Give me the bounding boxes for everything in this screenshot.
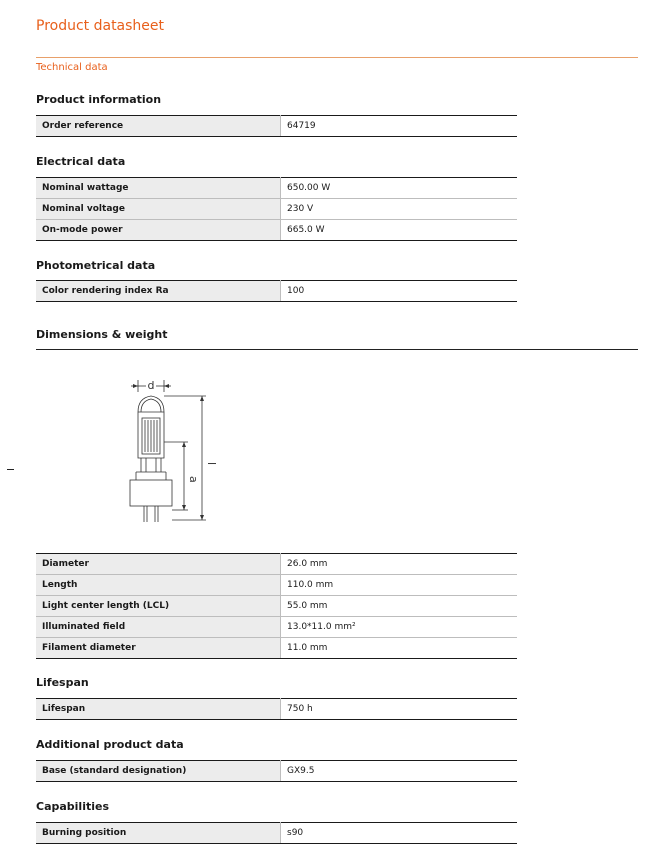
- section-subtitle: Technical data: [36, 62, 108, 73]
- row-label: Lifespan: [36, 699, 281, 720]
- table-row: [36, 554, 517, 575]
- row-value: 650.00 W: [281, 178, 518, 199]
- capabilities-heading: Capabilities: [36, 800, 110, 813]
- product-information-table: [36, 115, 517, 137]
- row-label: Nominal voltage: [36, 199, 281, 220]
- dimensions-divider: [36, 349, 638, 350]
- row-value: 13.0*11.0 mm²: [281, 617, 518, 638]
- table-row: [36, 638, 517, 659]
- dimension-label-l: l: [205, 462, 218, 466]
- table-row: [36, 823, 517, 844]
- row-value: GX9.5: [281, 761, 518, 782]
- row-value: 100: [281, 281, 518, 302]
- row-value: 26.0 mm: [281, 554, 518, 575]
- dimensions-table: [36, 553, 517, 659]
- photometrical-data-table: [36, 280, 517, 302]
- row-value: 11.0 mm: [281, 638, 518, 659]
- electrical-data-heading: Electrical data: [36, 155, 126, 168]
- table-row: [36, 575, 517, 596]
- row-value: 230 V: [281, 199, 518, 220]
- lamp-dimension-drawing: [108, 372, 218, 528]
- table-row: [36, 220, 517, 241]
- electrical-data-table: [36, 177, 517, 241]
- margin-mark: [7, 469, 14, 470]
- row-label: Length: [36, 575, 281, 596]
- table-row: [36, 617, 517, 638]
- table-row: [36, 596, 517, 617]
- lifespan-heading: Lifespan: [36, 676, 89, 689]
- row-value: 750 h: [281, 699, 518, 720]
- table-row: [36, 281, 517, 302]
- dimensions-weight-heading: Dimensions & weight: [36, 328, 168, 341]
- row-value: 55.0 mm: [281, 596, 518, 617]
- row-label: Diameter: [36, 554, 281, 575]
- table-row: [36, 761, 517, 782]
- row-label: Burning position: [36, 823, 281, 844]
- row-label: Light center length (LCL): [36, 596, 281, 617]
- row-label: Order reference: [36, 116, 281, 137]
- capabilities-table: [36, 822, 517, 844]
- table-row: [36, 116, 517, 137]
- additional-product-data-heading: Additional product data: [36, 738, 184, 751]
- photometrical-data-heading: Photometrical data: [36, 259, 156, 272]
- dimension-label-a: a: [187, 476, 200, 483]
- table-row: [36, 699, 517, 720]
- row-value: s90: [281, 823, 518, 844]
- table-row: [36, 178, 517, 199]
- row-label: On-mode power: [36, 220, 281, 241]
- row-value: 64719: [281, 116, 518, 137]
- row-value: 110.0 mm: [281, 575, 518, 596]
- product-information-heading: Product information: [36, 93, 162, 106]
- row-value: 665.0 W: [281, 220, 518, 241]
- lifespan-table: [36, 698, 517, 720]
- row-label: Base (standard designation): [36, 761, 281, 782]
- row-label: Illuminated field: [36, 617, 281, 638]
- page-title: Product datasheet: [36, 18, 165, 34]
- row-label: Nominal wattage: [36, 178, 281, 199]
- title-divider: [36, 57, 638, 58]
- row-label: Filament diameter: [36, 638, 281, 659]
- table-row: [36, 199, 517, 220]
- row-label: Color rendering index Ra: [36, 281, 281, 302]
- additional-product-data-table: [36, 760, 517, 782]
- dimension-label-d: d: [147, 379, 155, 392]
